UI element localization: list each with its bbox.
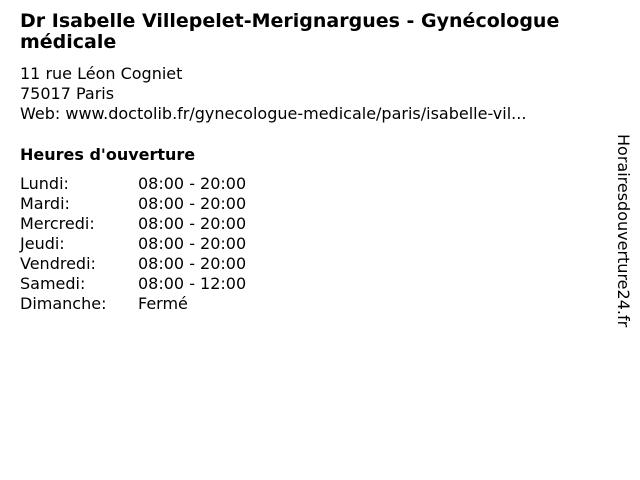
time-value: 08:00 - 20:00 xyxy=(138,194,247,213)
street-address: 11 rue Léon Cogniet xyxy=(20,64,183,83)
day-label: Jeudi: xyxy=(20,234,65,253)
site-watermark: Horairesdouverture24.fr xyxy=(614,134,633,328)
postal-city: 75017 Paris xyxy=(20,84,115,103)
day-label: Dimanche: xyxy=(20,294,107,313)
time-value: 08:00 - 20:00 xyxy=(138,254,247,273)
hours-row-friday xyxy=(20,254,246,274)
day-label: Mercredi: xyxy=(20,214,95,233)
hours-row-sunday xyxy=(20,294,246,314)
day-label: Mardi: xyxy=(20,194,70,213)
hours-row-tuesday xyxy=(20,194,246,214)
hours-row-thursday xyxy=(20,234,246,254)
hours-row-saturday xyxy=(20,274,246,294)
time-value: 08:00 - 20:00 xyxy=(138,214,247,233)
hours-row-monday xyxy=(20,174,246,194)
day-label: Lundi: xyxy=(20,174,69,193)
time-value: 08:00 - 12:00 xyxy=(138,274,247,293)
hours-row-wednesday xyxy=(20,214,246,234)
website-link[interactable]: Web: www.doctolib.fr/gynecologue-medicale/paris/isabelle-vil... xyxy=(20,104,527,123)
address-block xyxy=(20,64,526,124)
time-value: Fermé xyxy=(138,294,188,313)
day-label: Vendredi: xyxy=(20,254,96,273)
page-title: Dr Isabelle Villepelet-Merignargues - Gynécologue médicale xyxy=(20,10,560,53)
time-value: 08:00 - 20:00 xyxy=(138,174,247,193)
day-label: Samedi: xyxy=(20,274,86,293)
opening-hours-table xyxy=(20,174,246,314)
opening-hours-heading: Heures d'ouverture xyxy=(20,145,196,164)
time-value: 08:00 - 20:00 xyxy=(138,234,247,253)
